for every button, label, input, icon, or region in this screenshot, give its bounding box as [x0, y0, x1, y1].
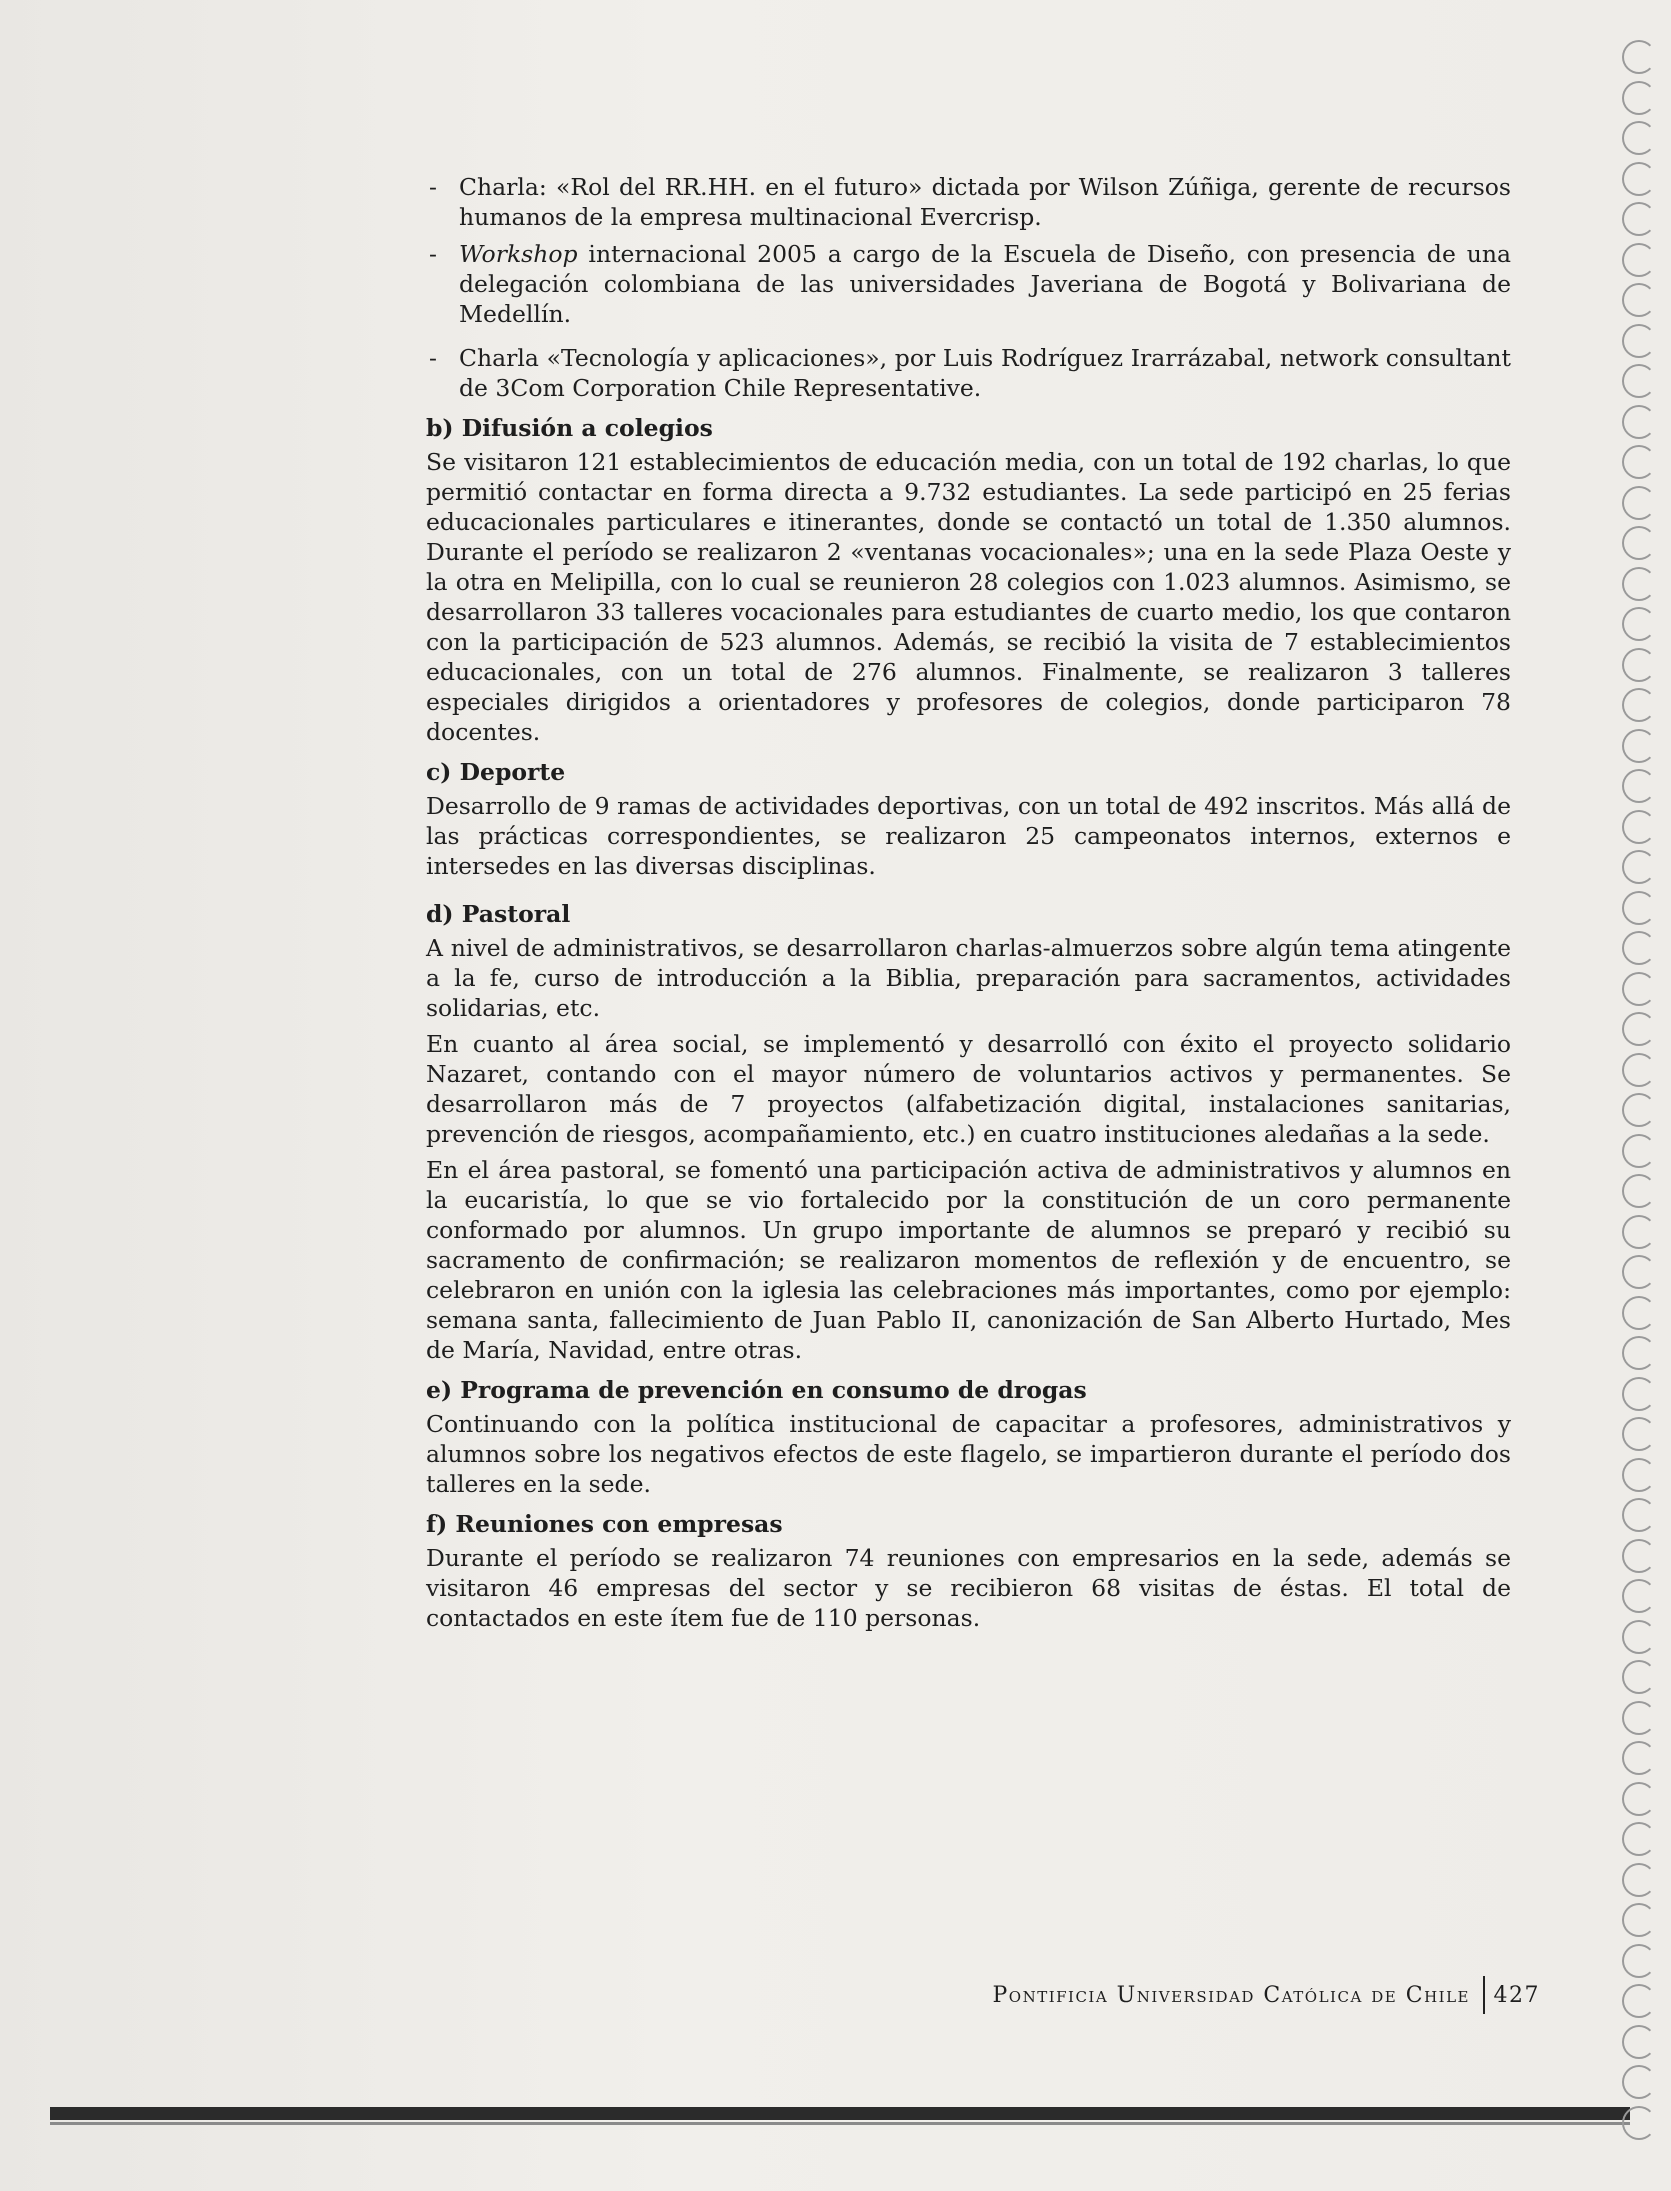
binding-ring: [1622, 1215, 1656, 1249]
binding-ring: [1622, 567, 1656, 601]
binding-ring: [1622, 850, 1656, 884]
binding-ring: [1622, 1174, 1656, 1208]
bottom-rule-shadow: [50, 2122, 1630, 2125]
binding-ring: [1622, 1579, 1656, 1613]
binding-ring: [1622, 40, 1656, 74]
binding-ring: [1622, 162, 1656, 196]
binding-ring: [1622, 121, 1656, 155]
bullet-dash: -: [429, 240, 437, 268]
binding-ring: [1622, 2025, 1656, 2059]
footer-university: Pontificia Universidad Católica de Chile: [992, 1983, 1470, 2008]
binding-ring: [1622, 1620, 1656, 1654]
binding-ring: [1622, 283, 1656, 317]
bullet-text: internacional 2005 a cargo de la Escuela de Diseño, con presencia de una delegación colombiana de las universidades Javeriana de Bogotá y Bolivariana de Medellín.: [459, 240, 1511, 328]
binding-ring: [1622, 1701, 1656, 1735]
binding-ring: [1622, 1093, 1656, 1127]
binding-ring: [1622, 1984, 1656, 2018]
bullet-dash: -: [429, 344, 437, 372]
binding-ring: [1622, 2065, 1656, 2099]
binding-ring: [1622, 1539, 1656, 1573]
list-item: [426, 172, 1511, 232]
binding-ring: [1622, 526, 1656, 560]
binding-ring: [1622, 1782, 1656, 1816]
binding-ring: [1622, 1255, 1656, 1289]
bullet-dash: -: [429, 173, 437, 201]
binding-ring: [1622, 607, 1656, 641]
list-item: [426, 239, 1511, 329]
bullet-text: Charla «Tecnología y aplicaciones», por Luis Rodríguez Irarrázabal, network consultant de 3Com Corporation Chile Representative.: [459, 344, 1511, 402]
binding-ring: [1622, 202, 1656, 236]
binding-ring: [1622, 1822, 1656, 1856]
binding-ring: [1622, 1903, 1656, 1937]
paragraph: Se visitaron 121 establecimientos de educación media, con un total de 192 charlas, lo que permitió contactar en forma directa a 9.732 estudiantes. La sede participó en 25 ferias educacionales particulares e itinerantes, donde se contactó un total de 1.350 alumnos. Durante el período se realizaron 2 «ventanas vocacionales»; una en la sede Plaza Oeste y la otra en Melipilla, con lo cual se reunieron 28 colegios con 1.023 alumnos. Asimismo, se desarrollaron 33 talleres vocacionales para estudiantes de cuarto medio, los que contaron con la participación de 523 alumnos. Además, se recibió la visita de 7 establecimientos educacionales, con un total de 276 alumnos. Finalmente, se realizaron 3 talleres especiales dirigidos a orientadores y profesores de colegios, donde participaron 78 docentes.: [426, 448, 1511, 746]
binding-ring: [1622, 729, 1656, 763]
binding-ring: [1622, 688, 1656, 722]
binding-ring: [1622, 1336, 1656, 1370]
binding-ring: [1622, 1741, 1656, 1775]
paragraph: En el área pastoral, se fomentó una participación activa de administrativos y alumnos en la eucaristía, lo que se vio fortalecido por la constitución de un coro permanente conformado por alumnos. Un grupo importante de alumnos se preparó y recibió su sacramento de confirmación; se realizaron momentos de reflexión y de encuentro, se celebraron en unión con la iglesia las celebraciones más importantes, como por ejemplo: semana santa, fallecimiento de Juan Pablo II, canonización de San Alberto Hurtado, Mes de María, Navidad, entre otras.: [426, 1156, 1511, 1364]
binding-ring: [1622, 1863, 1656, 1897]
binding-ring: [1622, 648, 1656, 682]
section-heading-pastoral: d) Pastoral: [426, 900, 571, 928]
paragraph: Desarrollo de 9 ramas de actividades deportivas, con un total de 492 inscritos. Más allá de las prácticas correspondientes, se realizaron 25 campeonatos internos, externos e intersedes en las diversas disciplinas.: [426, 792, 1511, 880]
binding-ring: [1622, 891, 1656, 925]
binding-ring: [1622, 1377, 1656, 1411]
paragraph: En cuanto al área social, se implementó y desarrolló con éxito el proyecto solidario Nazaret, contando con el mayor número de voluntarios activos y permanentes. Se desarrollaron más de 7 proyectos (alfabetización digital, instalaciones sanitarias, prevención de riesgos, acompañamiento, etc.) en cuatro instituciones aledañas a la sede.: [426, 1030, 1511, 1148]
binding-ring: [1622, 769, 1656, 803]
binding-ring: [1622, 2106, 1656, 2140]
binding-ring: [1622, 1660, 1656, 1694]
paragraph: Durante el período se realizaron 74 reuniones con empresarios en la sede, además se visitaron 46 empresas del sector y se recibieron 68 visitas de éstas. El total de contactados en este ítem fue de 110 personas.: [426, 1544, 1511, 1632]
binding-ring: [1622, 1498, 1656, 1532]
binding-ring: [1622, 1417, 1656, 1451]
bullet-emphasis: Workshop: [459, 240, 578, 268]
binding-ring: [1622, 1012, 1656, 1046]
section-heading-empresas: f) Reuniones con empresas: [426, 1510, 783, 1538]
binding-ring: [1622, 1134, 1656, 1168]
binding-ring: [1622, 972, 1656, 1006]
binding-ring: [1622, 445, 1656, 479]
binding-ring: [1622, 324, 1656, 358]
footer-separator: [1483, 1976, 1485, 2014]
page-content: [426, 172, 1511, 1639]
binding-ring: [1622, 243, 1656, 277]
section-heading-difusion: b) Difusión a colegios: [426, 414, 713, 442]
binding-ring: [1622, 486, 1656, 520]
page-number: 427: [1493, 1983, 1540, 2008]
section-heading-deporte: c) Deporte: [426, 758, 566, 786]
bullet-text: Charla: «Rol del RR.HH. en el futuro» dictada por Wilson Zúñiga, gerente de recursos humanos de la empresa multinacional Evercrisp.: [459, 173, 1511, 231]
page-footer: [992, 1980, 1540, 2014]
binding-ring: [1622, 405, 1656, 439]
binding-ring: [1622, 1944, 1656, 1978]
binding-ring: [1622, 810, 1656, 844]
bottom-rule: [50, 2107, 1630, 2120]
section-heading-drogas: e) Programa de prevención en consumo de drogas: [426, 1376, 1087, 1404]
paragraph: Continuando con la política institucional de capacitar a profesores, administrativos y alumnos sobre los negativos efectos de este flagelo, se impartieron durante el período dos talleres en la sede.: [426, 1410, 1511, 1498]
binding-ring: [1622, 1458, 1656, 1492]
paragraph: A nivel de administrativos, se desarrollaron charlas-almuerzos sobre algún tema atingente a la fe, curso de introducción a la Biblia, preparación para sacramentos, actividades solidarias, etc.: [426, 934, 1511, 1022]
list-item: [426, 343, 1511, 403]
binding-ring: [1622, 1053, 1656, 1087]
spiral-binding: [1622, 40, 1662, 2160]
binding-ring: [1622, 931, 1656, 965]
binding-ring: [1622, 1296, 1656, 1330]
binding-ring: [1622, 364, 1656, 398]
binding-ring: [1622, 81, 1656, 115]
